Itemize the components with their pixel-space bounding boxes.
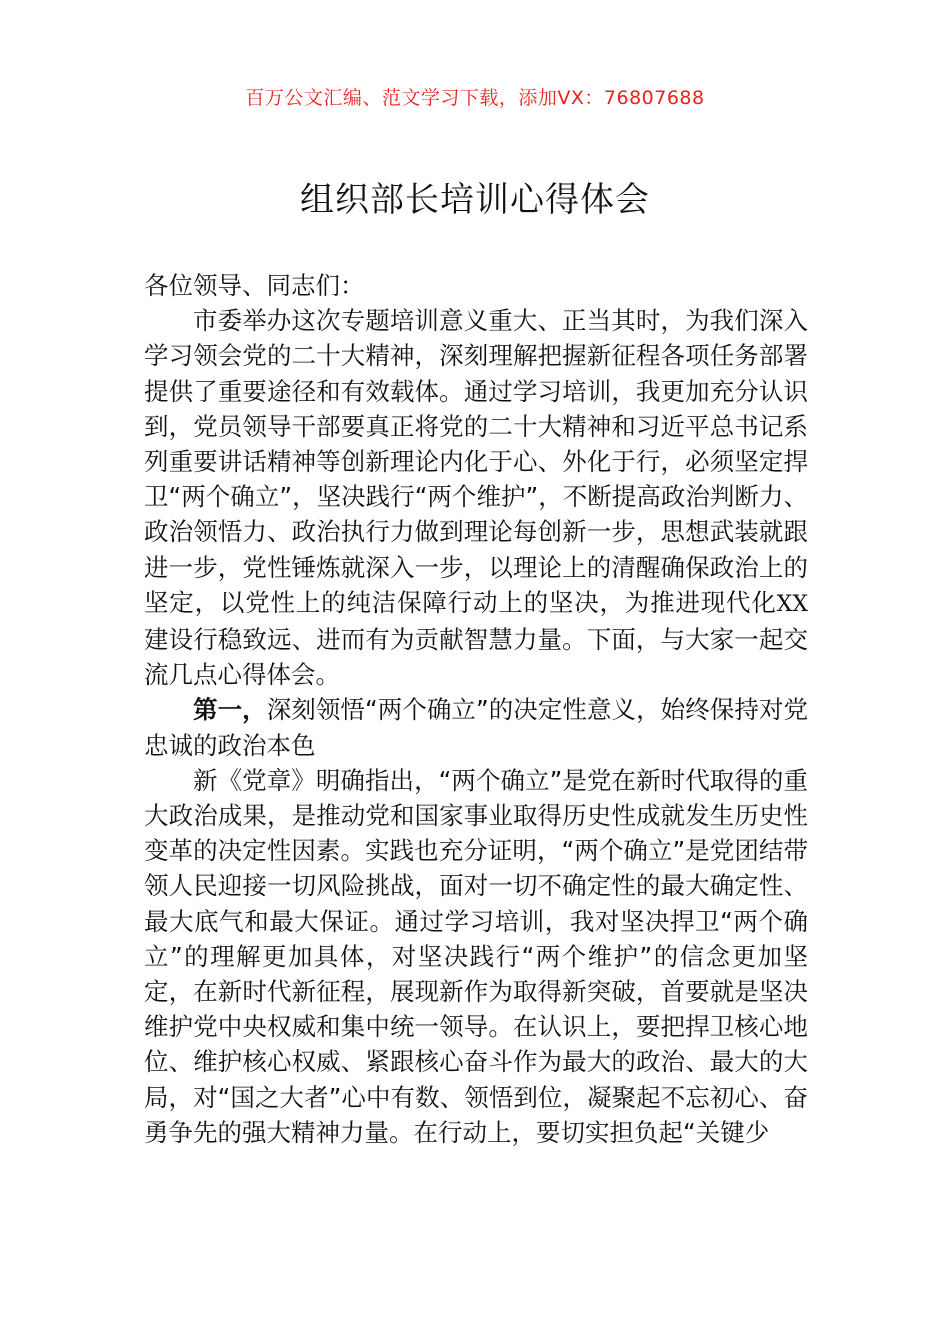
intro-text-part-1: 市委举办这次专题培训意义重大、正当其时，为我们深入学习领会党的二十大精神，深刻理解把握新征程各项任务部署提供了重要途径和有效载体。通过学习培训，我更加充分认识到，党员领导干部要真正将党的二十大精神和习近平总书记系列重要讲话精神等创新理论内化于心、外化于行，必须坚定捍卫“两个确立”，坚决践行“两个维护”，不断提高政治判断力、政治领悟力、政治执行力做到理论每创新一步，思想武装就跟进一步，党性锤炼就深入一步，以理论上的清醒确保政治上的坚定，以党性上的纯洁保障行动上的坚决，为推进现代化 [144, 306, 808, 617]
section-heading-1 [144, 692, 808, 762]
document-title: 组织部长培训心得体会 [300, 180, 650, 220]
section-1-paragraph: 新《党章》明确指出，“两个确立”是党在新时代取得的重大政治成果，是推动党和国家事业取得历史性成就发生历史性变革的决定性因素。实践也充分证明，“两个确立”是党团结带领人民迎接一切风险挑战，面对一切不确定性的最大确定性、最大底气和最大保证。通过学习培训，我对坚决捍卫“两个确立”的理解更加具体，对坚决践行“两个维护”的信念更加坚定，在新时代新征程，展现新作为取得新突破，首要就是坚决维护党中央权威和集中统一领导。在认识上，要把捍卫核心地位、维护核心权威、紧跟核心奋斗作为最大的政治、最大的大局，对“国之大者”心中有数、领悟到位，凝聚起不忘初心、奋勇争先的强大精神力量。在行动上，要切实担负起“关键少 [144, 765, 808, 1147]
intro-text-part-2: 建设行稳致远、进而有为贡献智慧力量。下面，与大家一起交流几点心得体会。 [144, 625, 808, 690]
salutation: 各位领导、同志们： [144, 271, 365, 300]
document-body [144, 268, 808, 1150]
intro-placeholder-xx: XX [776, 591, 808, 617]
intro-paragraph [144, 303, 808, 692]
section-heading-text: 深刻领悟“两个确立”的决定性意义，始终保持对党忠诚的政治本色 [144, 695, 809, 760]
promo-banner: 百万公文汇编、范文学习下载，添加VX：76807688 [245, 87, 705, 109]
section-heading-lead: 第一， [193, 695, 267, 725]
